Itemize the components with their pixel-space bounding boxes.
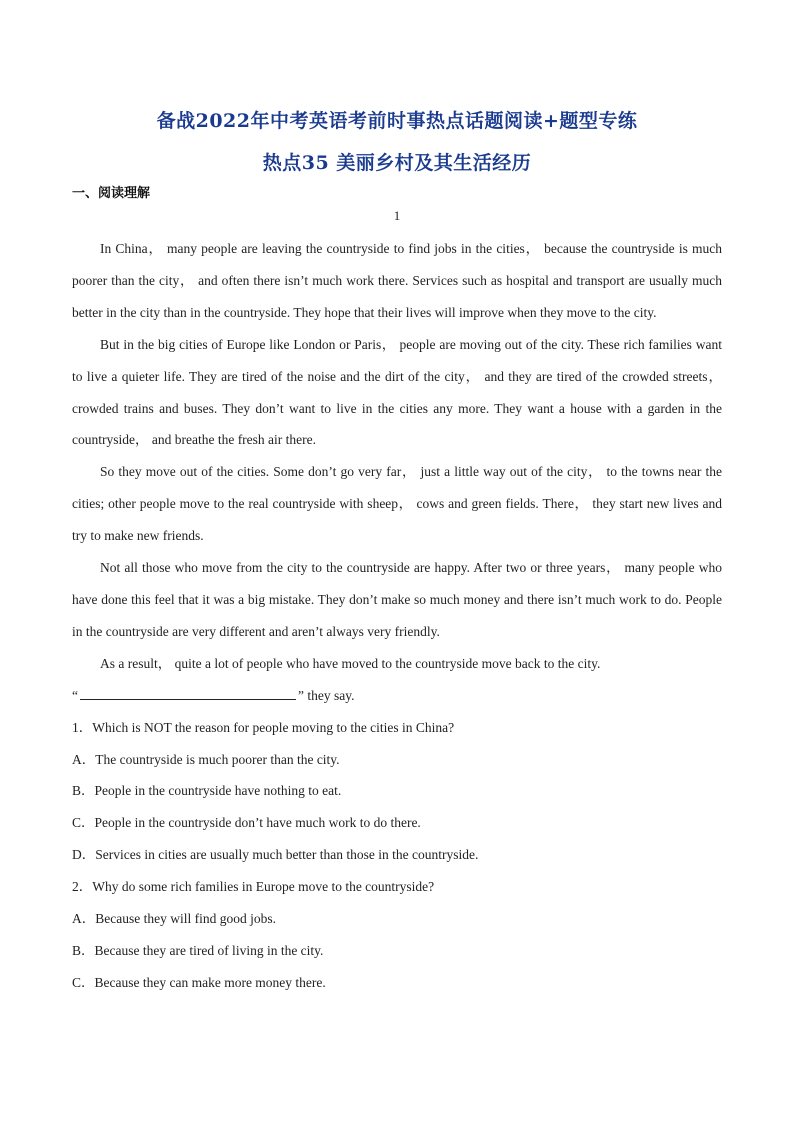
- document-subtitle: 热点35 美丽乡村及其生活经历: [262, 152, 532, 174]
- question-option: B．People in the countryside have nothing to eat.: [72, 783, 342, 799]
- passage-paragraph: But in the big cities of Europe like London or Paris， people are moving out of the city. These rich families want to live a quieter life. They are tired of the noise and the dirt of the city， and they are tired of the crowded streets， crowded trains and buses. They don’t want to live in the cities any more. They want a house with a garden in the countryside， and breathe the fresh air there.: [72, 336, 722, 448]
- passage-number: 1: [393, 208, 401, 223]
- passage-paragraph: Not all those who move from the city to the countryside are happy. After two or three years， many people who have done this feel that it was a big mistake. They don’t make so much money and there isn’t much work to do. People in the countryside are very different and aren’t always very friendly.: [72, 560, 722, 639]
- question-option: A．The countryside is much poorer than the city.: [72, 751, 340, 767]
- passage-body: [72, 233, 722, 999]
- blank-close-text: ” they say.: [298, 687, 355, 703]
- question-option: D．Services in cities are usually much better than those in the countryside.: [72, 847, 479, 863]
- passage-paragraph: In China， many people are leaving the countryside to find jobs in the cities， because the countryside is much poorer than the city， and often there isn’t much work there. Services such as hospital and transport are usually much better in the city than in the countryside. They hope that their lives will improve when they move to the city.: [72, 241, 722, 320]
- question-option: A．Because they will find good jobs.: [72, 911, 276, 927]
- question-stem: 2．Why do some rich families in Europe move to the countryside?: [72, 879, 435, 895]
- question-option: C．Because they can make more money there.: [72, 974, 326, 990]
- question-option: C．People in the countryside don’t have much work to do there.: [72, 815, 421, 831]
- question-option: B．Because they are tired of living in the city.: [72, 942, 324, 958]
- section-heading: 一、阅读理解: [72, 186, 151, 201]
- blank-open-quote: “: [72, 687, 78, 703]
- passage-paragraph: As a result， quite a lot of people who have moved to the countryside move back to the city.: [100, 655, 601, 671]
- answer-blank[interactable]: [80, 685, 296, 700]
- passage-paragraph: So they move out of the cities. Some don’t go very far， just a little way out of the city， to the towns near the cities; other people move to the real countryside with sheep， cows and green fields. There， they start new lives and try to make new friends.: [72, 464, 722, 544]
- question-stem: 1．Which is NOT the reason for people moving to the cities in China?: [72, 719, 455, 735]
- fill-blank-line: [72, 680, 722, 712]
- document-title: 备战2022年中考英语考前时事热点话题阅读+题型专练: [156, 110, 638, 132]
